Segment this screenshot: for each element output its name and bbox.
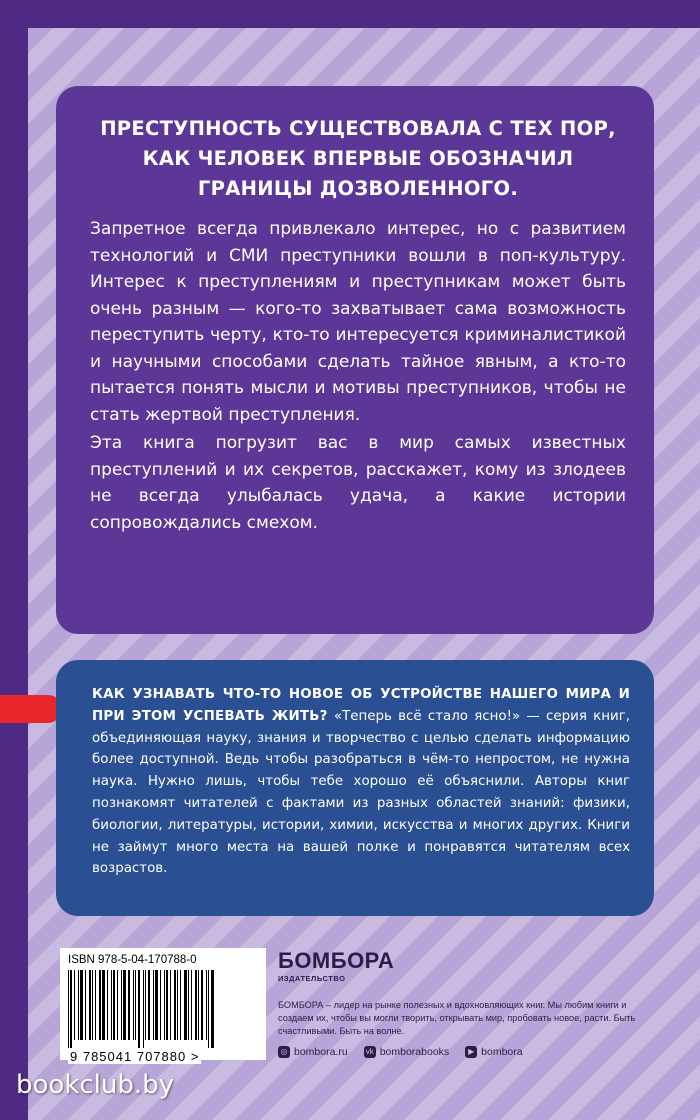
barcode-bar: [138, 970, 140, 1048]
barcode-bar: [89, 970, 91, 1040]
barcode-bar: [191, 970, 192, 1040]
barcode-bar: [99, 970, 101, 1040]
barcode-bar: [206, 970, 207, 1040]
barcode-bar: [111, 970, 112, 1040]
publisher-logo: БОМБОРА: [278, 948, 395, 973]
barcode-bar: [198, 970, 199, 1040]
barcode-bar: [113, 970, 115, 1040]
series-panel: [56, 660, 654, 916]
barcode-bar: [102, 970, 105, 1040]
barcode-bar: [164, 970, 165, 1040]
barcode-bar: [201, 970, 203, 1040]
barcode-bar: [133, 970, 134, 1040]
barcode-bar: [123, 970, 126, 1040]
barcode-bar: [153, 970, 154, 1040]
publisher-description: БОМБОРА – лидер на рынке полезных и вдохновляющих книг. Мы любим книги и создаем их, чтобы вы могли творить, открывать мир, пробовать новое, расти. Быть счастливыми. Быть на волне.: [278, 1000, 636, 1036]
barcode-bar: [195, 970, 197, 1040]
barcode-bar: [177, 970, 178, 1040]
barcode-bar: [92, 970, 93, 1040]
isbn-label: ISBN 978-5-04-170788-0: [68, 954, 197, 966]
instagram-icon: ◎: [278, 1046, 290, 1058]
publisher-block: [278, 950, 658, 1058]
watermark: bookclub.by: [16, 1070, 175, 1100]
vk-icon: vk: [365, 1047, 374, 1056]
youtube-icon: ▶: [465, 1046, 477, 1058]
publisher-subtitle: ИЗДАТЕЛЬСТВО: [278, 974, 346, 983]
barcode-bar: [68, 970, 69, 1048]
social-links: [278, 1046, 658, 1058]
barcode-number: 9 785041 707880 >: [70, 1049, 200, 1064]
barcode-bar: [107, 970, 108, 1040]
barcode-bar: [155, 970, 158, 1040]
social-vk[interactable]: vk bomborabooks: [365, 1046, 450, 1058]
barcode-bar: [180, 970, 181, 1040]
barcode-bar: [74, 970, 75, 1040]
barcode-bar: [80, 970, 83, 1040]
barcode-bar: [211, 970, 214, 1048]
barcode-bar: [188, 970, 189, 1040]
barcode-bar: [170, 970, 171, 1040]
barcode-bar: [166, 970, 168, 1040]
barcode-bar: [143, 970, 144, 1048]
headline: ПРЕСТУПНОСТЬ СУЩЕСТВОВАЛА С ТЕХ ПОР, КАК ЧЕЛОВЕК ВПЕРВЫЕ ОБОЗНАЧИЛ ГРАНИЦЫ ДОЗВОЛЕННОГО.: [100, 117, 616, 200]
barcode-bar: [95, 970, 96, 1040]
red-marker: [0, 695, 62, 723]
barcode-bar: [121, 970, 122, 1040]
description-paragraph-2: Эта книга погрузит вас в мир самых известных преступлений и их секретов, расскажет, кому из злодеев не всегда улыбалась удача, а какие истории сопровождались смехом.: [90, 433, 626, 533]
series-description: «Теперь всё стало ясно!» — серия книг, объединяющая науку, знания и творчество с целью сделать информацию более доступной. Ведь чтобы разобраться в чём-то непростом, не нужна наука. Нужно лишь, чтобы тебе хорошо её объяснили. Авторы книг познакомят читателей с фактами из разных областей знаний: физики, биологии, литературы, истории, химии, искусства и многих других. Книги не займут много места на вашей полке и понравятся читателям всех возрастов.: [92, 708, 631, 877]
barcode-bar: [135, 970, 136, 1040]
social-website[interactable]: ◎ bombora.ru: [278, 1046, 348, 1058]
barcode-bar: [85, 970, 86, 1040]
barcode-bar: [174, 970, 176, 1040]
barcode-bar: [208, 970, 209, 1048]
barcode-bar: [78, 970, 79, 1040]
description-paragraph-1: Запретное всегда привлекало интерес, но с развитием технологий и СМИ преступники вошли в поп-культуру. Интерес к преступлениям и преступникам может быть очень разным — кого-то захватывает сама возможность переступить черту, кто-то интересуется криминалистикой и научными способами сделать тайное явным, а кто-то пытается понять мысли и мотивы преступников, чтобы не стать жертвой преступления.: [90, 219, 626, 425]
barcode-bar: [160, 970, 161, 1040]
barcode-bar: [128, 970, 130, 1040]
barcode-bar: [145, 970, 146, 1040]
description-panel: [56, 86, 654, 634]
barcode-block: [60, 948, 266, 1064]
barcode-bar: [148, 970, 150, 1040]
social-youtube[interactable]: ▶ bombora: [465, 1046, 522, 1058]
barcode-bars: [68, 970, 258, 1046]
barcode-bar: [117, 970, 118, 1040]
barcode-bar: [70, 970, 72, 1048]
barcode-bar: [184, 970, 187, 1040]
series-question: КАК УЗНАВАТЬ ЧТО-ТО НОВОЕ ОБ УСТРОЙСТВЕ НАШЕГО МИРА И ПРИ ЭТОМ УСПЕВАТЬ ЖИТЬ?: [92, 687, 630, 724]
